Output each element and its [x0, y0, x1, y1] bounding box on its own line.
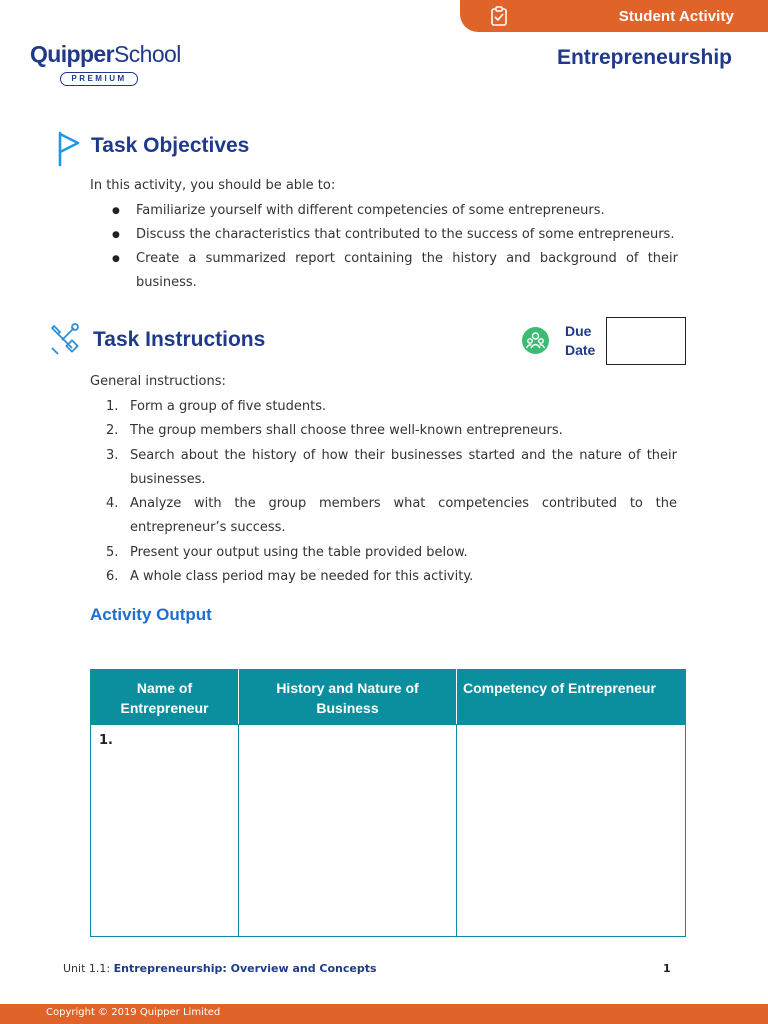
- list-item: 5. Present your output using the table provided below.: [106, 544, 468, 560]
- list-item: 6. A whole class period may be needed for this activity.: [106, 569, 474, 585]
- premium-badge: PREMIUM: [60, 72, 138, 86]
- subject-title: Entrepreneurship: [556, 46, 732, 69]
- column-header-name: Name of Entrepreneur: [91, 670, 239, 725]
- list-item: ● Familiarize yourself with different competencies of some entrepreneurs.: [112, 199, 678, 223]
- unit-topic: Entrepreneurship: Overview and Concepts: [113, 962, 377, 975]
- list-item: ● Discuss the characteristics that contributed to the success of some entrepreneurs.: [112, 223, 678, 247]
- task-objectives-heading: Task Objectives: [91, 134, 250, 157]
- due-date-label: [565, 322, 595, 360]
- due-label-line2: Date: [565, 342, 596, 358]
- task-instructions-heading: Task Instructions: [93, 328, 266, 351]
- table-row: [91, 725, 686, 937]
- student-activity-tab: [460, 0, 768, 32]
- table-header-row: [91, 670, 686, 725]
- list-item: 2. The group members shall choose three well-known entrepreneurs.: [106, 423, 563, 439]
- group-icon: [522, 327, 549, 354]
- due-label-line1: Due: [565, 323, 592, 339]
- page-number: 1: [663, 962, 671, 975]
- instructions-intro: General instructions:: [90, 374, 226, 389]
- quipper-school-logo: [30, 41, 181, 68]
- instructions-list: [104, 395, 677, 589]
- objectives-intro: In this activity, you should be able to:: [90, 178, 336, 193]
- clipboard-check-icon: [490, 6, 508, 26]
- table-cell[interactable]: 1.: [91, 725, 239, 937]
- student-activity-label: Student Activity: [618, 7, 734, 25]
- flag-icon: [56, 131, 82, 167]
- footer-bar: [0, 1004, 768, 1024]
- objectives-list: [112, 199, 678, 295]
- table-cell[interactable]: [239, 725, 457, 937]
- activity-output-table: [90, 669, 686, 937]
- column-header-competency: Competency of Entrepreneur: [457, 670, 686, 725]
- list-item: ● Create a summarized report containing the history and background of their business.: [112, 247, 678, 295]
- unit-prefix: Unit 1.1:: [63, 962, 114, 975]
- tools-icon: [48, 322, 80, 356]
- list-item: 1. Form a group of five students.: [106, 399, 327, 414]
- due-date-field[interactable]: [606, 317, 686, 365]
- list-item: 4. Analyze with the group members what competencies contributed to the entrepreneur’s success.: [106, 496, 677, 536]
- column-header-history: History and Nature of Business: [239, 670, 457, 725]
- copyright-text: Copyright © 2019 Quipper Limited: [46, 1007, 221, 1018]
- logo-regular-text: School: [113, 41, 181, 67]
- unit-label: [63, 962, 377, 975]
- list-item: 3. Search about the history of how their businesses started and the nature of their businesses.: [106, 447, 677, 487]
- activity-output-heading: Activity Output: [90, 605, 212, 624]
- logo-bold-text: Quipper: [30, 41, 114, 67]
- table-cell[interactable]: [457, 725, 686, 937]
